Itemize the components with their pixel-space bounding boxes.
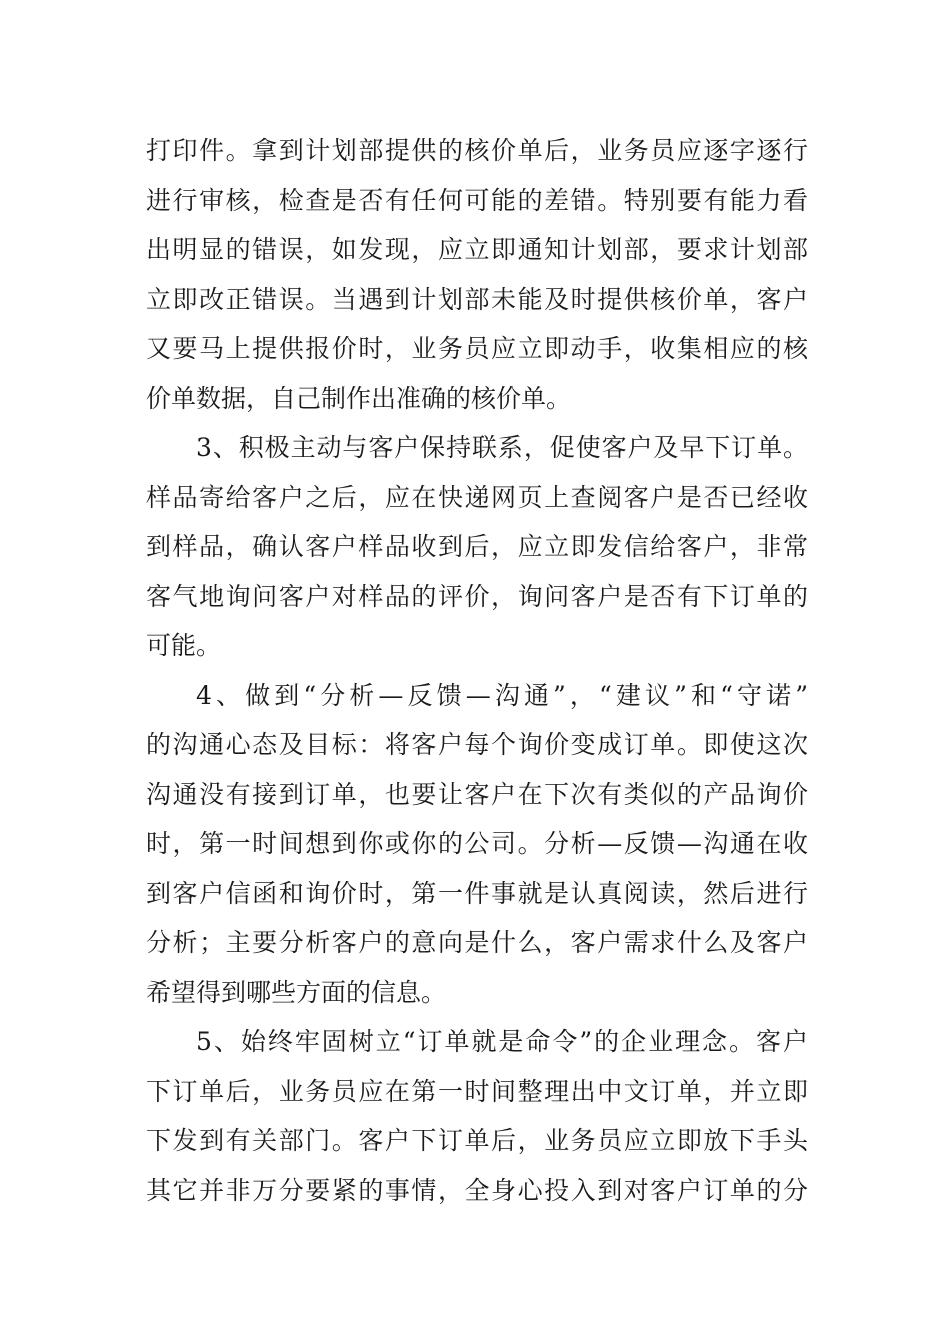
- text-line: 时，第一时间想到你或你的公司。分析—反馈—沟通在收: [146, 829, 808, 858]
- text-line: 可能。: [146, 631, 222, 660]
- text-line: 沟通没有接到订单，也要让客户在下次有类似的产品询价: [146, 779, 808, 809]
- text-line: 出明显的错误，如发现，应立即通知计划部，要求计划部: [146, 235, 808, 264]
- text-line: 价单数据，自己制作出准确的核价单。: [146, 383, 572, 413]
- text-line: 分析；主要分析客户的意向是什么，客户需求什么及客户: [146, 928, 808, 957]
- text-line: 希望得到哪些方面的信息。: [146, 977, 447, 1007]
- text-line: 下订单后，业务员应在第一时间整理出中文订单，并立即: [146, 1076, 808, 1106]
- text-line: 下发到有关部门。客户下订单后，业务员应立即放下手头: [146, 1126, 808, 1155]
- text-line: 其它并非万分要紧的事情，全身心投入到对客户订单的分: [146, 1175, 808, 1205]
- text-line: 又要马上提供报价时，业务员应立即动手，收集相应的核: [146, 334, 808, 363]
- text-line: 5、始终牢固树立“订单就是命令”的企业理念。客户: [196, 1027, 808, 1056]
- text-line: 的沟通心态及目标：将客户每个询价变成订单。即使这次: [146, 730, 808, 759]
- text-line: 立即改正错误。当遇到计划部未能及时提供核价单，客户: [146, 284, 808, 314]
- text-line: 客气地询问客户对样品的评价，询问客户是否有下订单的: [146, 581, 808, 611]
- text-line: 进行审核，检查是否有任何可能的差错。特别要有能力看: [146, 185, 808, 215]
- body-text: [146, 126, 808, 1215]
- text-line: 到客户信函和询价时，第一件事就是认真阅读，然后进行: [146, 878, 808, 908]
- text-line: 样品寄给客户之后，应在快递网页上查阅客户是否已经收: [146, 482, 808, 512]
- text-line: 3、积极主动与客户保持联系，促使客户及早下订单。: [196, 433, 808, 462]
- text-line: 到样品，确认客户样品收到后，应立即发信给客户，非常: [146, 532, 808, 561]
- text-line: 4、做到“分析—反馈—沟通”，“建议”和“守诺”: [196, 680, 808, 710]
- text-line: 打印件。拿到计划部提供的核价单后，业务员应逐字逐行: [146, 136, 808, 165]
